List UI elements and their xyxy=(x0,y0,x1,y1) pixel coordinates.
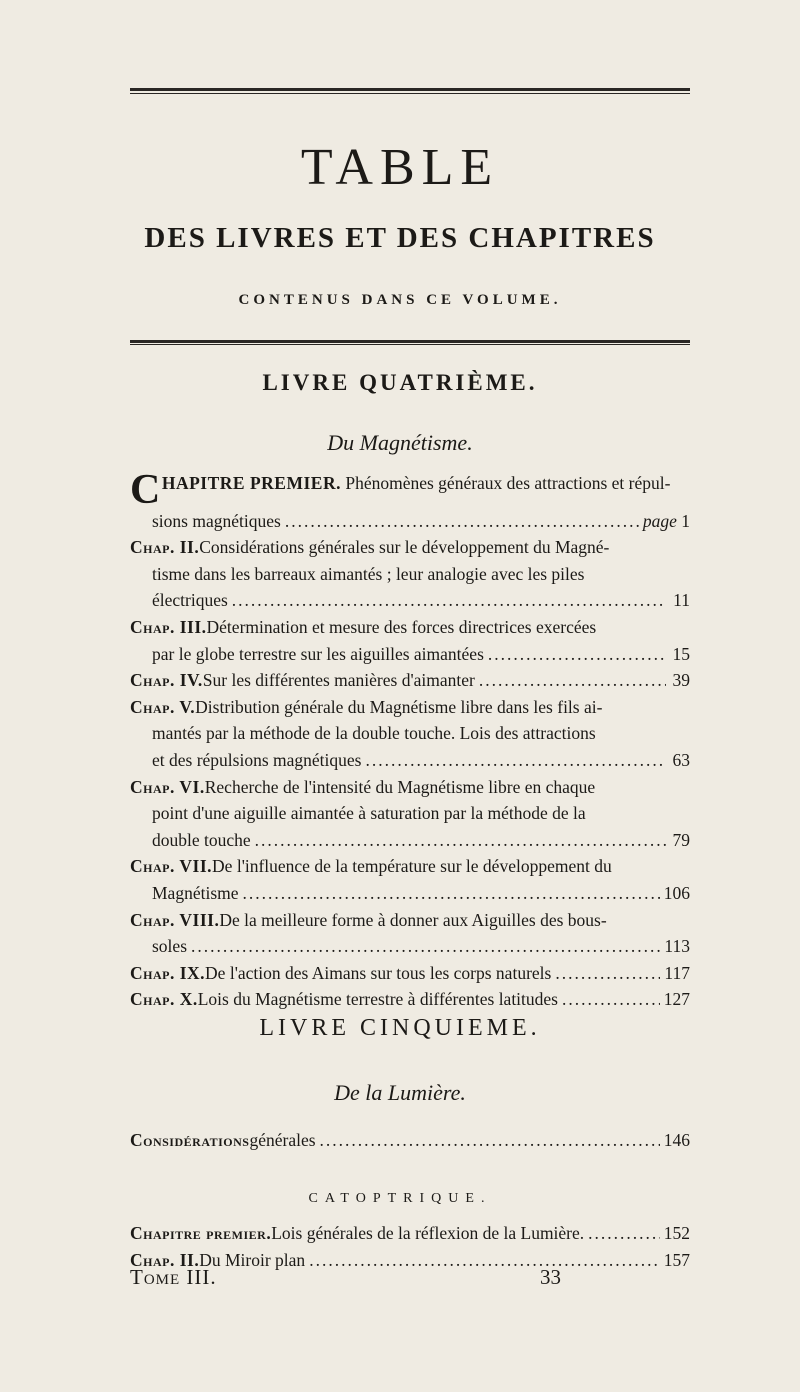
chapter-prefix: Chapitre premier. xyxy=(130,1223,272,1243)
chapter-prefix: Chap. III. xyxy=(130,616,207,637)
chapter-title: Détermination et mesure des forces directrices exercées xyxy=(206,616,597,637)
chapter-prefix: Chap. IV. xyxy=(130,670,203,691)
signature-mark: 33 xyxy=(540,1265,561,1289)
page-number: 15 xyxy=(672,643,690,664)
dot-leader xyxy=(243,880,660,907)
chapter-title: Distribution générale du Magnétisme libre dans les fils ai- xyxy=(195,696,603,717)
section-prefix: Considérations xyxy=(130,1130,250,1150)
chapter-title: De l'action des Aimans sur tous les corps naturels xyxy=(205,962,552,983)
chapter-title: Phénomènes généraux des attractions et répul- xyxy=(340,473,671,493)
dot-leader xyxy=(365,747,666,774)
chapter-prefix: Chap. II. xyxy=(130,537,200,558)
toc-entry[interactable] xyxy=(130,774,690,854)
dot-leader xyxy=(479,667,666,694)
chapter-prefix: Chap. V. xyxy=(130,696,196,717)
tome-label: Tome III. xyxy=(130,1265,217,1289)
chapter-prefix: Chap. VIII. xyxy=(130,909,220,930)
catoptrique-heading: CATOPTRIQUE. xyxy=(308,1191,492,1206)
page-number: 146 xyxy=(663,1130,690,1150)
chapter-title: Considérations générales sur le développement du Magné- xyxy=(199,537,610,558)
middle-double-rule xyxy=(130,340,690,345)
table-caption: CONTENUS DANS CE VOLUME. xyxy=(238,292,562,308)
page-number: 1 xyxy=(681,510,690,531)
toc-entry[interactable] xyxy=(130,534,690,614)
page-number: 157 xyxy=(663,1249,690,1270)
chapter-title-cont: point d'une aiguille aimantée à saturation par la méthode de la xyxy=(152,803,586,824)
chapter-title: Sur les différentes manières d'aimanter xyxy=(202,670,475,691)
page-number: 113 xyxy=(664,936,690,957)
chapter-prefix: Chap. VII. xyxy=(130,856,213,877)
toc-entry[interactable] xyxy=(130,960,690,987)
chapter-title: De la meilleure forme à donner aux Aiguilles des bous- xyxy=(219,909,607,930)
dot-leader xyxy=(191,933,660,960)
considerations-entry-block xyxy=(130,1127,690,1154)
dot-leader xyxy=(562,986,660,1013)
table-subtitle: DES LIVRES ET DES CHAPITRES xyxy=(144,222,656,254)
dot-leader xyxy=(285,508,639,535)
chapter-title: Lois générales de la réflexion de la Lumière. xyxy=(271,1223,585,1243)
chapter-title-cont: sions magnétiques xyxy=(152,510,281,531)
page-number: 11 xyxy=(673,590,690,611)
toc-entry[interactable] xyxy=(130,1220,690,1247)
chapter-title: Recherche de l'intensité du Magnétisme libre en chaque xyxy=(204,776,596,797)
chapter-title: De l'influence de la température sur le développement du xyxy=(212,856,612,877)
chapter-prefix: Chap. VI. xyxy=(130,776,205,797)
livre-cinquieme-subject: De la Lumière. xyxy=(334,1080,466,1105)
dropcap-letter: C xyxy=(130,467,161,513)
table-title: TABLE xyxy=(300,139,500,196)
dot-leader xyxy=(488,641,666,668)
chapter-title: Lois du Magnétisme terrestre à différentes latitudes xyxy=(197,989,558,1010)
toc-entry[interactable] xyxy=(130,986,690,1013)
dot-leader xyxy=(309,1247,660,1274)
chapter-prefix: HAPITRE PREMIER. xyxy=(161,473,341,493)
toc-entry[interactable] xyxy=(130,467,690,534)
toc-entry[interactable] xyxy=(130,667,690,694)
top-double-rule xyxy=(130,88,690,94)
page-number: 63 xyxy=(672,749,690,770)
livre-quatrieme-entries xyxy=(130,467,690,1013)
dot-leader xyxy=(232,587,666,614)
chapter-prefix: Chap. II. xyxy=(130,1249,200,1270)
chapter-title-cont: mantés par la méthode de la double touche. Lois des attractions xyxy=(152,723,596,744)
dot-leader xyxy=(588,1220,660,1247)
dot-leader xyxy=(255,827,666,854)
chapter-title-cont: tisme dans les barreaux aimantés ; leur analogie avec les piles xyxy=(152,563,585,584)
page-number: 106 xyxy=(663,882,690,903)
chapter-title-cont: par le globe terrestre sur les aiguilles aimantées xyxy=(152,643,484,664)
section-title: générales xyxy=(249,1130,316,1150)
chapter-title-cont: électriques xyxy=(152,590,228,611)
chapter-prefix: Chap. X. xyxy=(130,989,198,1010)
livre-quatrieme-subject: Du Magnétisme. xyxy=(327,430,473,455)
chapter-title-cont: double touche xyxy=(152,829,251,850)
chapter-title-cont: soles xyxy=(152,936,187,957)
page-number: 79 xyxy=(672,829,690,850)
livre-cinquieme-heading: LIVRE CINQUIEME. xyxy=(259,1015,541,1041)
page-word: page xyxy=(642,510,677,531)
chapter-title-cont: et des répulsions magnétiques xyxy=(152,749,362,770)
page-number: 117 xyxy=(664,962,690,983)
dot-leader xyxy=(320,1127,660,1154)
page-number: 39 xyxy=(672,670,690,691)
chapter-prefix: Chap. IX. xyxy=(130,962,206,983)
toc-entry[interactable] xyxy=(130,853,690,906)
toc-entry[interactable] xyxy=(130,614,690,667)
toc-entry[interactable] xyxy=(130,1127,690,1154)
dot-leader xyxy=(555,960,660,987)
chapter-title-cont: Magnétisme xyxy=(152,882,239,903)
livre-quatrieme-heading: LIVRE QUATRIÈME. xyxy=(262,370,538,395)
page-number: 127 xyxy=(663,989,690,1010)
chapter-title: Du Miroir plan xyxy=(199,1249,306,1270)
toc-entry[interactable] xyxy=(130,907,690,960)
page-number: 152 xyxy=(663,1223,690,1243)
toc-entry[interactable] xyxy=(130,694,690,774)
